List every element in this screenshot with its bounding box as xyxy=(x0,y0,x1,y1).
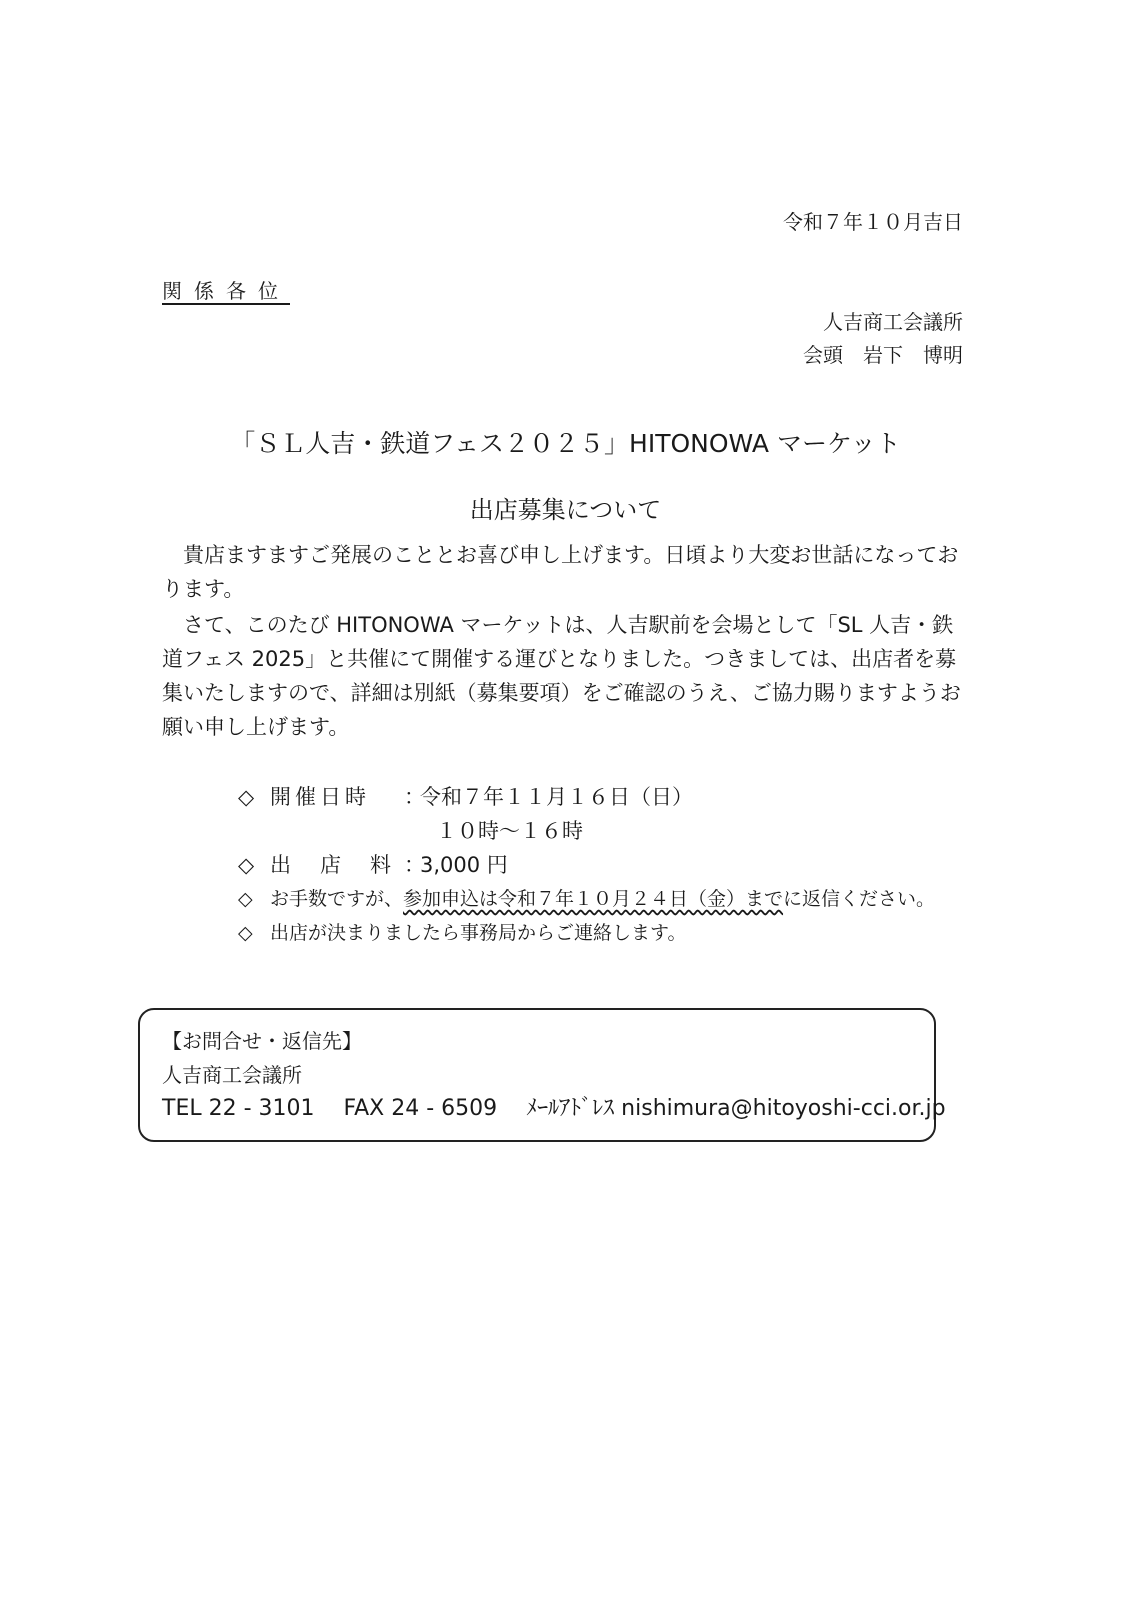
body-paragraph-1: 貴店ますますご発展のこととお喜び申し上げます。日頃より大変お世話になっております。 xyxy=(162,543,959,601)
fee-value: 3,000 円 xyxy=(420,853,508,877)
diamond-bullet-icon: ◇ xyxy=(238,922,253,944)
detail-row-note-2 xyxy=(238,916,935,950)
contact-heading: 【お問合せ・返信先】 xyxy=(162,1029,362,1053)
diamond-bullet-icon: ◇ xyxy=(238,888,253,910)
note1-suffix: に返信ください。 xyxy=(783,888,936,910)
note2-text: 出店が決まりましたら事務局からご連絡します。 xyxy=(270,922,687,944)
detail-row-date: ◇ 開催日時 ： 令和７年１１月１６日（日） xyxy=(238,780,935,814)
fee-label: 出 店 料 xyxy=(270,853,395,877)
contact-line xyxy=(162,1092,946,1126)
note1-prefix: お手数ですが、 xyxy=(270,888,404,910)
detail-row-fee: ◇ 出 店 料 ： 3,000 円 xyxy=(238,848,935,882)
letter-body xyxy=(162,538,970,744)
recipient-line: 関係各位 xyxy=(162,279,290,303)
contact-box xyxy=(138,1008,946,1142)
note1-deadline: 参加申込は令和７年１０月２４日（金）まで xyxy=(403,888,784,910)
sender-name: 会頭 岩下 博明 xyxy=(803,343,963,367)
document-subtitle: 出店募集について xyxy=(469,496,662,524)
contact-fax: FAX 24 - 6509 xyxy=(343,1096,498,1121)
contact-email[interactable]: nishimura@hitoyoshi-cci.or.jp xyxy=(621,1096,946,1121)
sender-organization: 人吉商工会議所 xyxy=(823,310,963,334)
event-details xyxy=(238,780,935,950)
diamond-bullet-icon: ◇ xyxy=(238,853,255,877)
contact-tel: TEL 22 - 3101 xyxy=(162,1096,315,1121)
letter-date: 令和７年１０月吉日 xyxy=(783,210,963,234)
body-paragraph-2: さて、このたび HITONOWA マーケットは、人吉駅前を会場として「SL 人吉・鉄道フェス 2025」と共催にて開催する運びとなりました。つきましては、出店者を募集いたしますので、詳細は別紙（募集要項）をご確認のうえ、ご協力賜りますようお願い申し上げます。 xyxy=(162,613,961,739)
contact-organization: 人吉商工会議所 xyxy=(162,1063,302,1087)
document-title: 「ＳＬ人吉・鉄道フェス２０２５」HITONOWA マーケット xyxy=(230,429,901,458)
detail-row-time xyxy=(238,814,935,848)
sender-block xyxy=(803,306,963,372)
detail-row-note-1 xyxy=(238,882,935,916)
contact-email-label: ﾒｰﾙｱﾄﾞﾚｽ xyxy=(526,1096,615,1121)
date-label: 開催日時 xyxy=(270,785,370,809)
diamond-bullet-icon: ◇ xyxy=(238,785,255,809)
date-value: 令和７年１１月１６日（日） xyxy=(420,785,693,809)
time-value: １０時～１６時 xyxy=(436,819,583,843)
